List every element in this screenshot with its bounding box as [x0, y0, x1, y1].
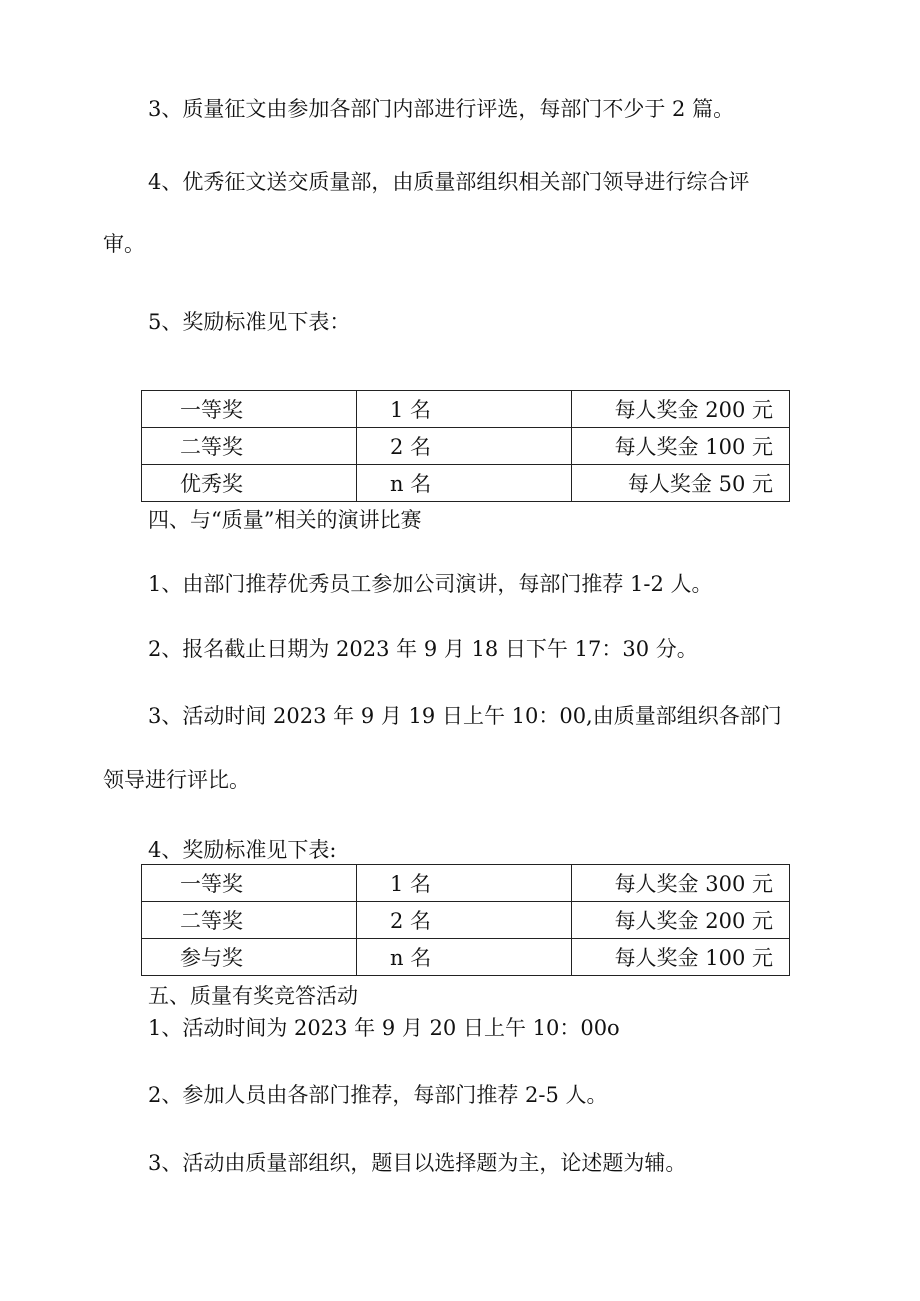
speech-reward-intro: 4、奖励标准见下表:	[148, 838, 337, 862]
speech-contest-heading: 四、与“质量”相关的演讲比赛	[148, 508, 422, 532]
table-row	[142, 939, 790, 976]
award-count: n 名	[357, 465, 572, 502]
award-reward: 每人奖金 200 元	[572, 902, 790, 939]
speech-deadline-item: 2、报名截止日期为 2023 年 9 月 18 日下午 17：30 分。	[148, 637, 698, 661]
award-count: n 名	[357, 939, 572, 976]
speech-time-item-line2: 领导进行评比。	[103, 768, 250, 792]
award-rank: 一等奖	[142, 391, 357, 428]
table-row	[142, 391, 790, 428]
award-rank: 优秀奖	[142, 465, 357, 502]
award-reward: 每人奖金 100 元	[572, 428, 790, 465]
table-row	[142, 428, 790, 465]
award-count: 1 名	[357, 391, 572, 428]
speech-award-table	[141, 864, 790, 976]
quiz-heading: 五、质量有奖竞答活动	[148, 984, 358, 1008]
award-rank: 参与奖	[142, 939, 357, 976]
speech-time-item-line1: 3、活动时间 2023 年 9 月 19 日上午 10：00,由质量部组织各部门	[148, 704, 782, 728]
award-count: 2 名	[357, 428, 572, 465]
essay-review-item-line1: 4、优秀征文送交质量部，由质量部组织相关部门领导进行综合评	[148, 170, 750, 194]
award-reward: 每人奖金 200 元	[572, 391, 790, 428]
quiz-participants-item: 2、参加人员由各部门推荐，每部门推荐 2-5 人。	[148, 1083, 608, 1107]
award-count: 1 名	[357, 865, 572, 902]
award-reward: 每人奖金 100 元	[572, 939, 790, 976]
essay-review-item-line2: 审。	[103, 232, 145, 256]
award-rank: 二等奖	[142, 428, 357, 465]
award-rank: 二等奖	[142, 902, 357, 939]
table-row	[142, 465, 790, 502]
essay-reward-intro: 5、奖励标准见下表：	[148, 310, 351, 334]
award-rank: 一等奖	[142, 865, 357, 902]
quiz-organizer-item: 3、活动由质量部组织，题目以选择题为主，论述题为辅。	[148, 1151, 687, 1175]
award-reward: 每人奖金 50 元	[572, 465, 790, 502]
award-count: 2 名	[357, 902, 572, 939]
speech-recommend-item: 1、由部门推荐优秀员工参加公司演讲，每部门推荐 1-2 人。	[148, 572, 713, 596]
quiz-time-item: 1、活动时间为 2023 年 9 月 20 日上午 10：00o	[148, 1016, 620, 1040]
table-row	[142, 865, 790, 902]
essay-award-table	[141, 390, 790, 502]
essay-selection-item: 3、质量征文由参加各部门内部进行评选，每部门不少于 2 篇。	[148, 97, 735, 121]
table-row	[142, 902, 790, 939]
award-reward: 每人奖金 300 元	[572, 865, 790, 902]
